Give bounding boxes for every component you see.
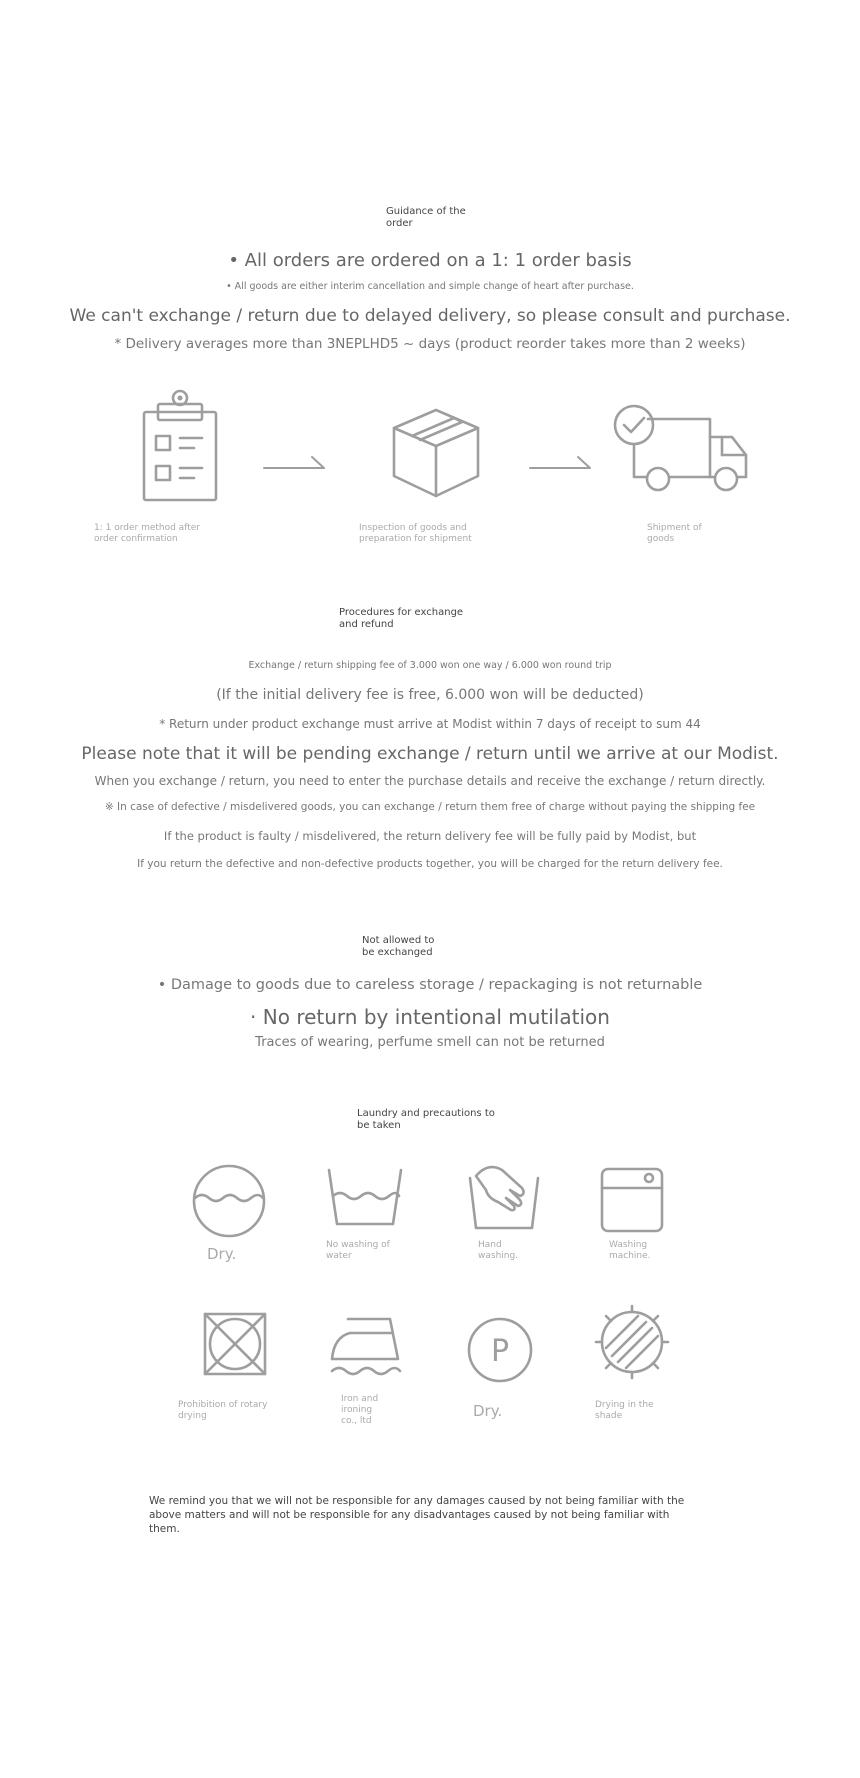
return-deadline-line: * Return under product exchange must arrive at Modist within 7 days of receipt to sum 44	[159, 717, 701, 731]
iron-icon	[328, 1315, 402, 1375]
exchange-heading: Procedures for exchange and refund	[339, 607, 464, 630]
careless-storage-line: • Damage to goods due to careless storage / repackaging is not returnable	[157, 977, 703, 993]
washing-machine-icon	[599, 1166, 665, 1234]
intentional-mutilation-line: · No return by intentional mutilation	[250, 1005, 610, 1029]
purchase-details-line: When you exchange / return, you need to enter the purchase details and receive the exchange / return directly.	[94, 774, 766, 788]
order-guidance-heading: Guidance of the order	[386, 206, 466, 229]
disclaimer-notice: We remind you that we will not be responsible for any damages caused by not being familiar with the above matters and will not be responsible for any disadvantages caused by not being familiar with them.	[149, 1495, 685, 1536]
arrow-right-icon	[262, 455, 328, 475]
delivery-truck-icon	[612, 403, 752, 491]
arrow-right-icon-2	[528, 455, 594, 475]
laundry-label-hand-wash: Hand washing.	[478, 1240, 519, 1261]
wearing-traces-line: Traces of wearing, perfume smell can not be returned	[255, 1035, 605, 1050]
laundry-label-iron: Iron and ironing co., ltd	[341, 1394, 379, 1426]
wash-tub-icon	[327, 1168, 403, 1230]
defective-goods-line: ※ In case of defective / misdelivered goods, you can exchange / return them free of charge without paying the shipping fee	[104, 801, 756, 813]
laundry-label-no-rotary: Prohibition of rotary drying	[178, 1400, 268, 1421]
cancellation-line: • All goods are either interim cancellation and simple change of heart after purchase.	[226, 281, 634, 292]
return-fee-charge-line: If you return the defective and non-defective products together, you will be charged for the return delivery fee.	[137, 858, 723, 870]
shade-dry-icon	[592, 1302, 672, 1382]
delivery-average-line: * Delivery averages more than 3NEPLHD5 ~ days (product reorder takes more than 2 weeks)	[114, 336, 746, 352]
svg-text:P: P	[490, 1334, 510, 1369]
step-label-shipment: Shipment of goods	[647, 523, 702, 544]
step-label-order: 1: 1 order method after order confirmation	[94, 523, 200, 544]
laundry-label-no-water: No washing of water	[326, 1240, 390, 1261]
delayed-delivery-line: We can't exchange / return due to delayed delivery, so please consult and purchase.	[69, 306, 791, 326]
order-basis-line: • All orders are ordered on a 1: 1 order basis	[228, 250, 632, 271]
laundry-label-shade: Drying in the shade	[595, 1400, 654, 1421]
dry-clean-tub-icon	[192, 1164, 266, 1238]
exchange-fee-line: Exchange / return shipping fee of 3.000 won one way / 6.000 won round trip	[248, 660, 612, 671]
not-allowed-heading: Not allowed to be exchanged	[362, 935, 435, 958]
pending-exchange-line: Please note that it will be pending exchange / return until we arrive at our Modist.	[81, 744, 779, 764]
clipboard-icon	[140, 388, 220, 504]
deduction-line: (If the initial delivery fee is free, 6.000 won will be deducted)	[216, 687, 644, 703]
laundry-label-dry-p: Dry.	[473, 1402, 503, 1420]
laundry-label-dry: Dry.	[207, 1245, 237, 1263]
laundry-heading: Laundry and precautions to be taken	[357, 1108, 495, 1131]
step-label-inspection: Inspection of goods and preparation for shipment	[359, 523, 472, 544]
faulty-product-line: If the product is faulty / misdelivered, the return delivery fee will be fully paid by Modist, but	[163, 829, 697, 843]
box-icon	[390, 406, 482, 498]
hand-wash-icon	[466, 1160, 542, 1232]
laundry-label-machine: Washing machine.	[609, 1240, 651, 1261]
dry-clean-p-icon	[466, 1316, 534, 1384]
no-tumble-dry-icon	[202, 1311, 268, 1377]
